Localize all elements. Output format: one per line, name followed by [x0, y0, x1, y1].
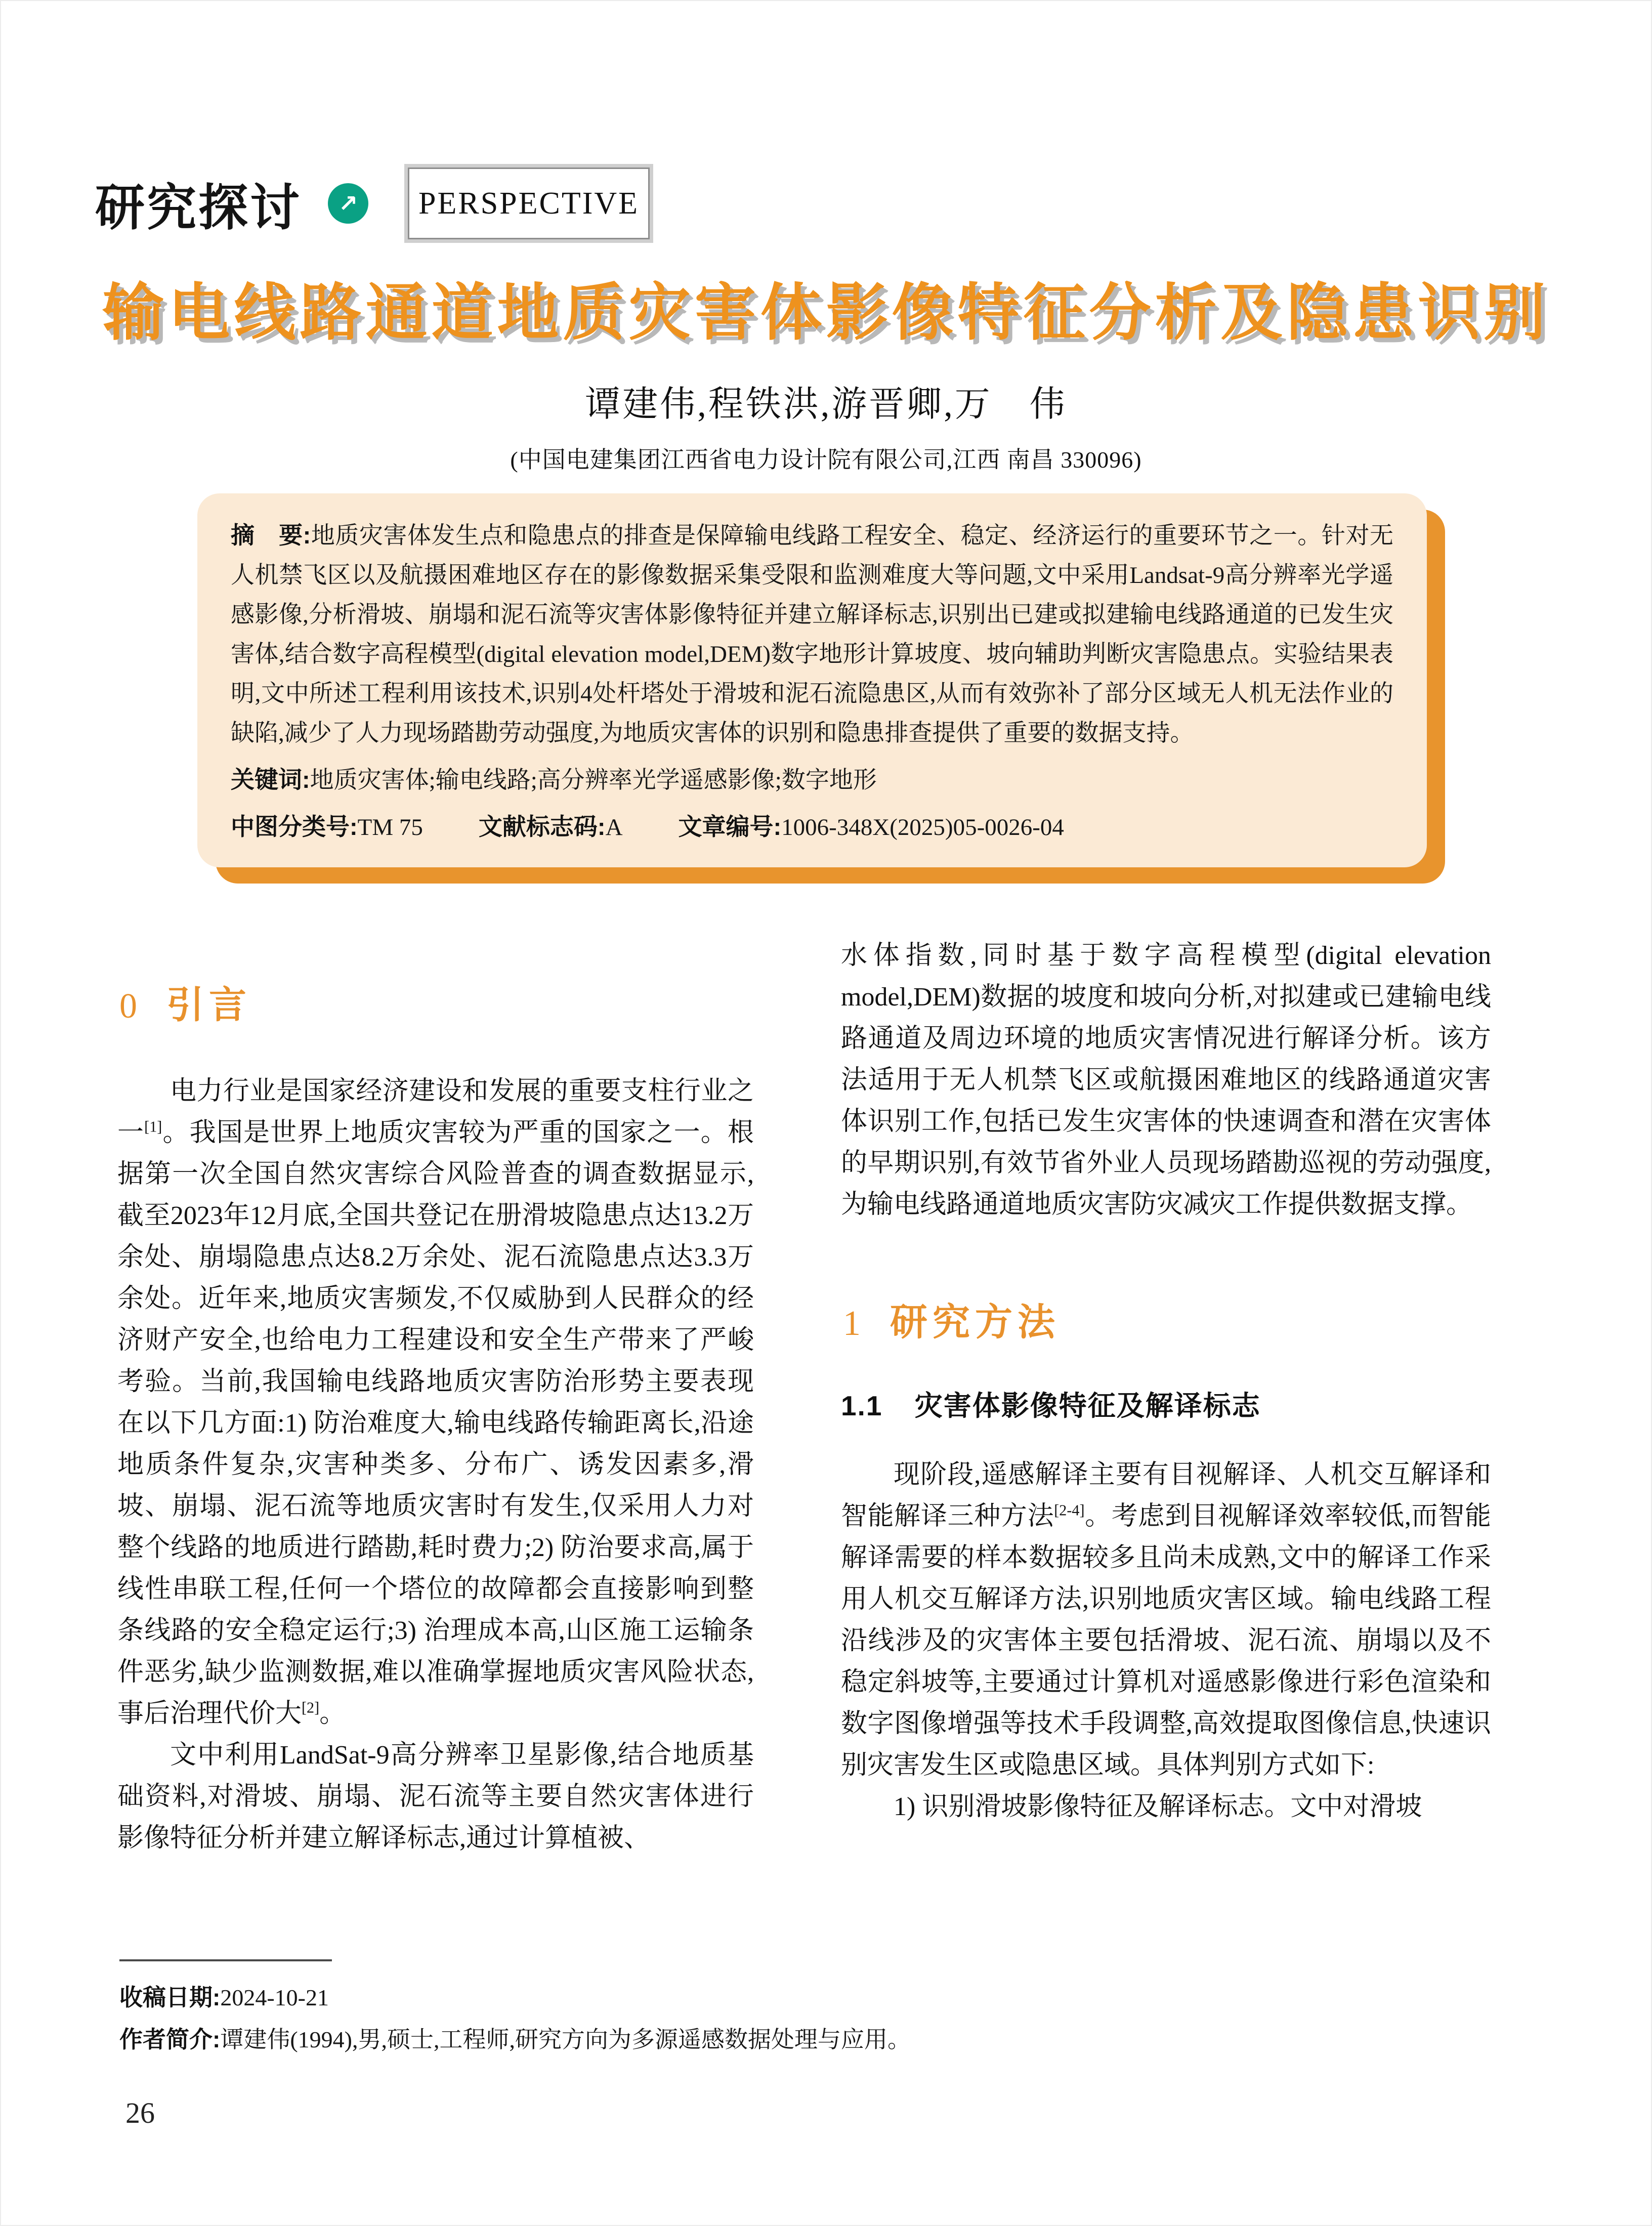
keywords-line: [231, 760, 1393, 800]
keywords-text: 地质灾害体;输电线路;高分辨率光学遥感影像;数字地形: [310, 767, 877, 793]
arrow-up-right-icon: ↗: [338, 190, 358, 217]
abstract-label: 摘 要:: [231, 522, 311, 549]
author-bio-value: 谭建伟(1994),男,硕士,工程师,研究方向为多源遥感数据处理与应用。: [220, 2027, 911, 2052]
body-column-right: [841, 935, 1491, 1828]
authors-line: 谭建伟,程铁洪,游晋卿,万 伟: [585, 385, 1067, 424]
column-label-en: PERSPECTIVE: [418, 186, 640, 221]
paragraph: 文中利用LandSat-9高分辨率卫星影像,结合地质基础资料,对滑坡、崩塌、泥石流等主要自然灾害体进行影像特征分析并建立解译标志,通过计算植被、: [117, 1741, 754, 1853]
received-date-value: 2024-10-21: [220, 1985, 329, 2010]
abstract-box: [197, 493, 1427, 867]
body-column-left: [117, 964, 754, 1859]
clc-value: TM 75: [357, 814, 423, 841]
section-number: 0: [119, 987, 137, 1026]
abstract-text: 地质灾害体发生点和隐患点的排查是保障输电线路工程安全、稳定、经济运行的重要环节之一。针对无人机禁飞区以及航摄困难地区存在的影像数据采集受限和监测难度大等问题,文中采用Landsat-9高分辨率光学遥感影像,分析滑坡、崩塌和泥石流等灾害体影像特征并建立解译标志,识别出已建或拟建输电线路通道的已发生灾害体,结合数字高程模型(digital elevation model,DEM)数字地形计算坡度、坡向辅助判断灾害隐患点。实验结果表明,文中所述工程利用该技术,识别4处杆塔处于滑坡和泥石流隐患区,从而有效弥补了部分区域无人机无法作业的缺陷,减少了人力现场踏勘劳动强度,为地质灾害体的识别和隐患排查提供了重要的数据支持。: [231, 523, 1394, 746]
footnote-block: [119, 1977, 1486, 2061]
received-date-line: [119, 1977, 1486, 2019]
subsection-number: 1.1: [841, 1390, 883, 1421]
clc-line: [231, 807, 1393, 847]
section-title: 引言: [166, 984, 251, 1026]
subsection-title: 灾害体影像特征及解译标志: [914, 1390, 1261, 1421]
column-label-cn: 研究探讨: [95, 179, 302, 235]
affiliation-line: (中国电建集团江西省电力设计院有限公司,江西 南昌 330096): [510, 447, 1142, 473]
section-heading-0: [119, 984, 754, 1027]
section-title: 研究方法: [890, 1301, 1060, 1343]
arrow-badge: [328, 183, 368, 224]
author-bio-label: 作者简介:: [119, 2026, 221, 2052]
paragraph: 电力行业是国家经济建设和发展的重要支柱行业之一[1]。我国是世界上地质灾害较为严重的国家之一。根据第一次全国自然灾害综合风险普查的调查数据显示,截至2023年12月底,全国共登记在册滑坡隐患点达13.2万余处、崩塌隐患点达8.2万余处、泥石流隐患点达3.3万余处。近年来,地质灾害频发,不仅威胁到人民群众的经济财产安全,也给电力工程建设和安全生产带来了严峻考验。当前,我国输电线路地质灾害防治形势主要表现在以下几方面:1) 防治难度大,输电线路传输距离长,沿途地质条件复杂,灾害种类多、分布广、诱发因素多,滑坡、崩塌、泥石流等地质灾害时有发生,仅采用人力对整个线路的地质进行踏勘,耗时费力;2) 防治要求高,属于线性串联工程,任何一个塔位的故障都会直接影响到整条线路的安全稳定运行;3) 治理成本高,山区施工运输条件恶劣,缺少监测数据,难以准确掌握地质灾害风险状态,事后治理代价大[2]。: [117, 1077, 754, 1728]
column-label-en-box: [408, 167, 650, 239]
section-heading-1: [843, 1301, 1491, 1345]
section-number: 1: [843, 1304, 861, 1343]
footnote-divider: [119, 1959, 332, 1961]
article-title: 输电线路通道地质灾害体影像特征分析及隐患识别: [102, 278, 1550, 347]
column-header: [95, 163, 650, 244]
page-number: 26: [125, 2096, 155, 2129]
paragraph: 水体指数,同时基于数字高程模型(digital elevation model,DEM)数据的坡度和坡向分析,对拟建或已建输电线路通道及周边环境的地质灾害情况进行解译分析。该方法适用于无人机禁飞区或航摄困难地区的线路通道灾害体识别工作,包括已发生灾害体的快速调查和潜在灾害体的早期识别,有效节省外业人员现场踏勘巡视的劳动强度,为输电线路通道地质灾害防灾减灾工作提供数据支撑。: [841, 941, 1491, 1219]
keywords-label: 关键词:: [231, 766, 310, 793]
paragraph: 现阶段,遥感解译主要有目视解译、人机交互解译和智能解译三种方法[2-4]。考虑到目视解译效率较低,而智能解译需要的样本数据较多且尚未成熟,文中的解译工作采用人机交互解译方法,识别地质灾害区域。输电线路工程沿线涉及的灾害体主要包括滑坡、泥石流、崩塌以及不稳定斜坡等,主要通过计算机对遥感影像进行彩色渲染和数字图像增强等技术手段调整,高效提取图像信息,快速识别灾害发生区或隐患区域。具体判别方式如下:: [841, 1460, 1491, 1780]
paragraph: 1) 识别滑坡影像特征及解译标志。文中对滑坡: [894, 1792, 1422, 1821]
received-date-label: 收稿日期:: [119, 1984, 221, 2010]
abstract-paragraph: [231, 516, 1393, 753]
subsection-heading-1-1: [841, 1385, 1491, 1426]
author-bio-line: [119, 2019, 1486, 2061]
article-id-value: 1006-348X(2025)05-0026-04: [781, 814, 1064, 841]
article-id-label: 文章编号:: [678, 813, 782, 840]
clc-label: 中图分类号:: [231, 813, 358, 840]
doc-code-value: A: [605, 814, 623, 841]
doc-code-label: 文献标志码:: [478, 813, 606, 840]
